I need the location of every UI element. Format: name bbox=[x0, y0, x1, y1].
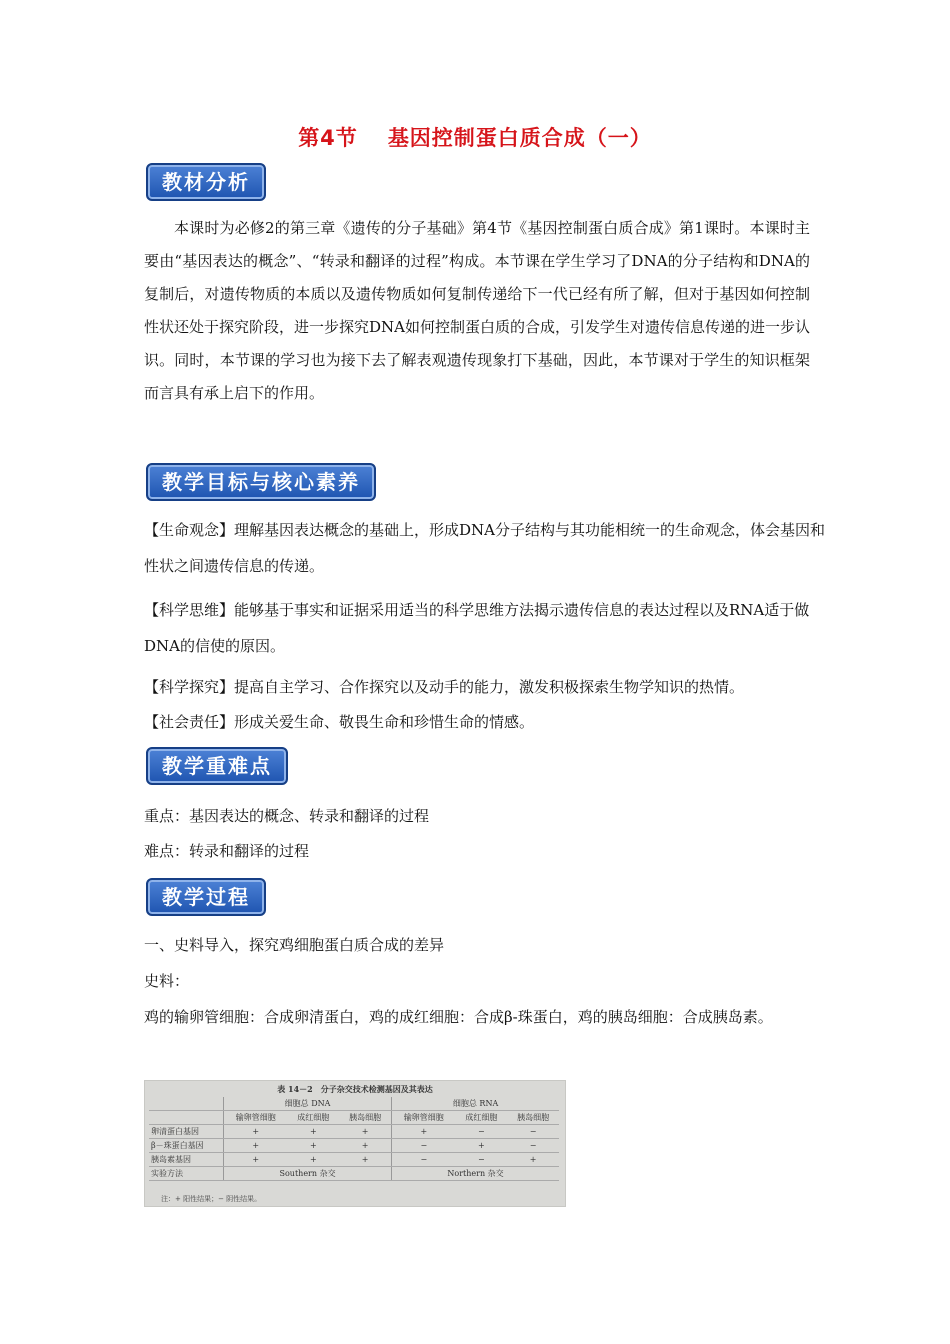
key-point: 重点：基因表达的概念、转录和翻译的过程 bbox=[144, 807, 430, 825]
goal-scientific-thinking: 【科学思维】能够基于事实和证据采用适当的科学思维方法揭示遗传信息的表达过程以及RNA适于做DNA的信使的原因。 bbox=[144, 601, 810, 655]
source-label: 史料： bbox=[144, 972, 190, 990]
table-cell: + bbox=[339, 1153, 391, 1167]
badge-key-points: 教学重难点 bbox=[146, 747, 288, 785]
method-northern: Northern 杂交 bbox=[392, 1167, 559, 1181]
badge-goals: 教学目标与核心素养 bbox=[146, 463, 376, 501]
analysis-paragraph: 本课时为必修2的第三章《遗传的分子基础》第4节《基因控制蛋白质合成》第1课时。本课时主要由“基因表达的概念”、“转录和翻译的过程”构成。本节课在学生学习了DNA的分子结构和DNA的复制后，对遗传物质的本质以及遗传物质如何复制传递给下一代已经有所了解，但对于基因如何控制性状还处于探究阶段，进一步探究DNA如何控制蛋白质的合成，引发学生对遗传信息传递的进一步认识。同时，本节课的学习也为接下去了解表观遗传现象打下基础，因此，本节课对于学生的知识框架而言具有承上启下的作用。 bbox=[144, 219, 810, 402]
table-cell: − bbox=[456, 1153, 508, 1167]
table-cell: + bbox=[507, 1153, 559, 1167]
hybridization-table-figure bbox=[144, 1080, 566, 1207]
table-cell: + bbox=[287, 1125, 339, 1139]
col-header: 输卵管细胞 bbox=[224, 1111, 288, 1125]
section-number: 第4节 bbox=[298, 126, 358, 150]
col-header: 胰岛细胞 bbox=[507, 1111, 559, 1125]
table-cell: + bbox=[287, 1153, 339, 1167]
table-header-row bbox=[149, 1111, 559, 1125]
table-cell: − bbox=[392, 1139, 456, 1153]
table-cell: + bbox=[224, 1139, 288, 1153]
process-heading: 一、史料导入，探究鸡细胞蛋白质合成的差异 bbox=[144, 936, 445, 954]
badge-analysis: 教材分析 bbox=[146, 163, 266, 201]
goal-scientific-inquiry: 【科学探究】提高自主学习、合作探究以及动手的能力，激发积极探索生物学知识的热情。 bbox=[144, 678, 745, 696]
goal-social-responsibility: 【社会责任】形成关爱生命、敬畏生命和珍惜生命的情感。 bbox=[144, 713, 535, 731]
page-title bbox=[0, 122, 950, 152]
method-label: 实验方法 bbox=[149, 1167, 224, 1181]
goal-life-concept: 【生命观念】理解基因表达概念的基础上，形成DNA分子结构与其功能相统一的生命观念，体会基因和性状之间遗传信息的传递。 bbox=[144, 521, 825, 575]
badge-process: 教学过程 bbox=[146, 878, 266, 916]
difficult-point: 难点：转录和翻译的过程 bbox=[144, 842, 310, 860]
hybridization-table bbox=[149, 1097, 559, 1181]
group-rna: 细胞总 RNA bbox=[392, 1097, 559, 1111]
table-row bbox=[149, 1139, 559, 1153]
source-text: 鸡的输卵管细胞：合成卵清蛋白，鸡的成红细胞：合成β-珠蛋白，鸡的胰岛细胞：合成胰岛素。 bbox=[144, 1008, 773, 1026]
col-header: 成红细胞 bbox=[456, 1111, 508, 1125]
table-row bbox=[149, 1125, 559, 1139]
section-name: 基因控制蛋白质合成（一） bbox=[387, 126, 652, 150]
table-cell: + bbox=[339, 1139, 391, 1153]
group-dna: 细胞总 DNA bbox=[224, 1097, 392, 1111]
method-southern: Southern 杂交 bbox=[224, 1167, 392, 1181]
col-header: 成红细胞 bbox=[287, 1111, 339, 1125]
table-cell: + bbox=[392, 1125, 456, 1139]
table-method-row bbox=[149, 1167, 559, 1181]
col-header: 胰岛细胞 bbox=[339, 1111, 391, 1125]
col-header: 输卵管细胞 bbox=[392, 1111, 456, 1125]
table-row bbox=[149, 1153, 559, 1167]
table-cell: + bbox=[224, 1153, 288, 1167]
figure-note: 注：+ 阳性结果；− 阴性结果。 bbox=[161, 1195, 262, 1203]
row-label: 胰岛素基因 bbox=[149, 1153, 224, 1167]
table-cell: − bbox=[392, 1153, 456, 1167]
figure-caption: 表 14－2 分子杂交技术检测基因及其表达 bbox=[277, 1084, 433, 1094]
table-cell: + bbox=[456, 1139, 508, 1153]
table-cell: + bbox=[287, 1139, 339, 1153]
row-label: 卵清蛋白基因 bbox=[149, 1125, 224, 1139]
table-group-row bbox=[149, 1097, 559, 1111]
table-cell: − bbox=[507, 1125, 559, 1139]
row-label: β－珠蛋白基因 bbox=[149, 1139, 224, 1153]
table-cell: + bbox=[224, 1125, 288, 1139]
table-cell: − bbox=[507, 1139, 559, 1153]
table-cell: + bbox=[339, 1125, 391, 1139]
table-cell: − bbox=[456, 1125, 508, 1139]
